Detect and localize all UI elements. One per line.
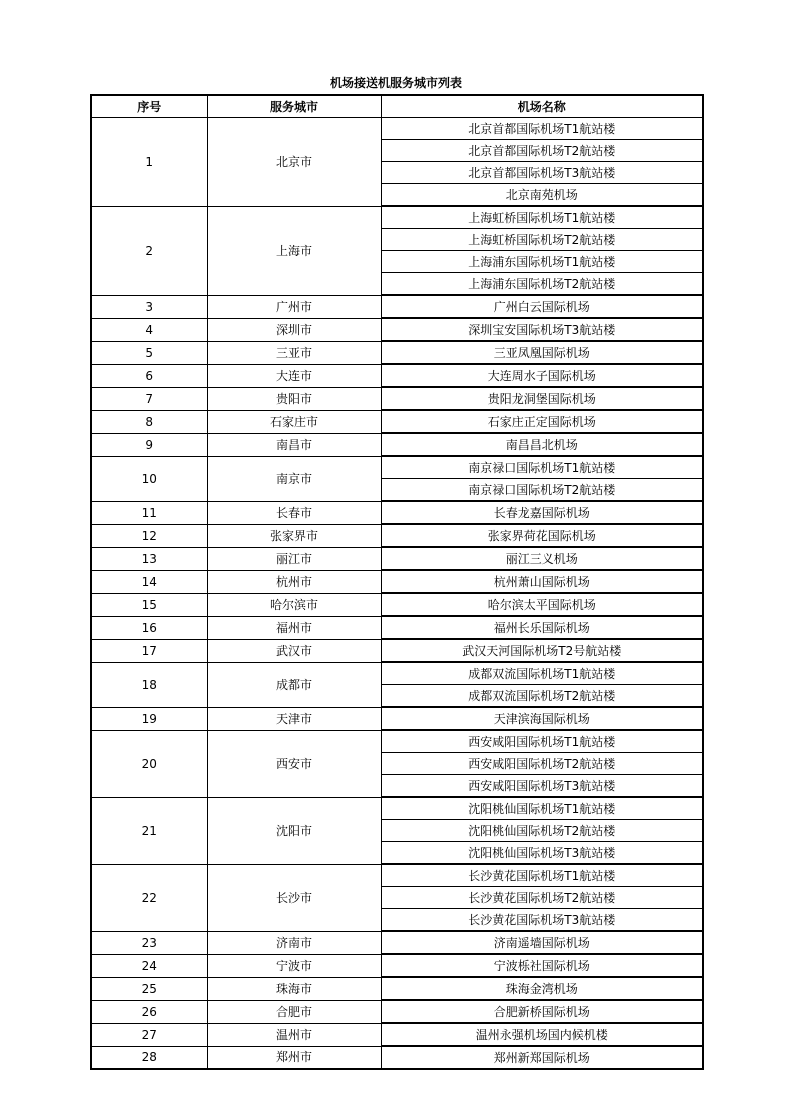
cell-city: 三亚市 [207, 341, 381, 364]
cell-airport: 大连周水子国际机场 [381, 364, 703, 387]
cell-airport: 长沙黄花国际机场T2航站楼 [381, 887, 703, 909]
cell-city: 宁波市 [207, 954, 381, 977]
table-row [91, 341, 703, 364]
cell-airport: 上海浦东国际机场T1航站楼 [381, 251, 703, 273]
cell-city: 张家界市 [207, 524, 381, 547]
table-row [91, 639, 703, 662]
cell-airport: 西安咸阳国际机场T3航站楼 [381, 775, 703, 798]
cell-city: 长春市 [207, 501, 381, 524]
cell-airport: 贵阳龙洞堡国际机场 [381, 387, 703, 410]
cell-seq: 25 [91, 977, 207, 1000]
cell-seq: 22 [91, 864, 207, 931]
cell-city: 哈尔滨市 [207, 593, 381, 616]
column-header-airport: 机场名称 [381, 95, 703, 118]
cell-seq: 23 [91, 931, 207, 954]
table-row [91, 797, 703, 820]
cell-city: 大连市 [207, 364, 381, 387]
cell-seq: 11 [91, 501, 207, 524]
cell-city: 南京市 [207, 456, 381, 501]
cell-airport: 丽江三义机场 [381, 547, 703, 570]
cell-city: 成都市 [207, 662, 381, 707]
cell-airport: 张家界荷花国际机场 [381, 524, 703, 547]
table-row [91, 570, 703, 593]
cell-seq: 1 [91, 118, 207, 207]
table-row [91, 433, 703, 456]
table-row [91, 206, 703, 229]
cell-city: 珠海市 [207, 977, 381, 1000]
cell-seq: 3 [91, 295, 207, 318]
table-row [91, 662, 703, 685]
cell-airport: 杭州萧山国际机场 [381, 570, 703, 593]
cell-city: 广州市 [207, 295, 381, 318]
column-header-city: 服务城市 [207, 95, 381, 118]
cell-airport: 三亚凤凰国际机场 [381, 341, 703, 364]
table-header-row [91, 95, 703, 118]
cell-city: 合肥市 [207, 1000, 381, 1023]
cell-airport: 成都双流国际机场T2航站楼 [381, 685, 703, 708]
cell-airport: 北京首都国际机场T1航站楼 [381, 118, 703, 140]
cell-city: 深圳市 [207, 318, 381, 341]
cell-seq: 15 [91, 593, 207, 616]
cell-seq: 28 [91, 1046, 207, 1069]
table-row [91, 547, 703, 570]
cell-city: 西安市 [207, 730, 381, 797]
cell-seq: 16 [91, 616, 207, 639]
cell-seq: 14 [91, 570, 207, 593]
table-row [91, 410, 703, 433]
table-row [91, 931, 703, 954]
cell-seq: 26 [91, 1000, 207, 1023]
table-row [91, 456, 703, 479]
cell-airport: 南京禄口国际机场T1航站楼 [381, 456, 703, 479]
cell-city: 长沙市 [207, 864, 381, 931]
cell-seq: 4 [91, 318, 207, 341]
page-title: 机场接送机服务城市列表 [329, 76, 462, 90]
cell-seq: 21 [91, 797, 207, 864]
cell-city: 丽江市 [207, 547, 381, 570]
cell-airport: 长沙黄花国际机场T3航站楼 [381, 909, 703, 932]
cell-airport: 西安咸阳国际机场T1航站楼 [381, 730, 703, 753]
cell-airport: 沈阳桃仙国际机场T2航站楼 [381, 820, 703, 842]
cell-airport: 北京首都国际机场T2航站楼 [381, 140, 703, 162]
cell-airport: 石家庄正定国际机场 [381, 410, 703, 433]
cell-city: 南昌市 [207, 433, 381, 456]
cell-airport: 长春龙嘉国际机场 [381, 501, 703, 524]
cell-seq: 27 [91, 1023, 207, 1046]
cell-airport: 西安咸阳国际机场T2航站楼 [381, 753, 703, 775]
cell-airport: 北京首都国际机场T3航站楼 [381, 162, 703, 184]
cell-airport: 上海浦东国际机场T2航站楼 [381, 273, 703, 296]
table-row [91, 1000, 703, 1023]
cell-airport: 上海虹桥国际机场T1航站楼 [381, 206, 703, 229]
cell-seq: 6 [91, 364, 207, 387]
cell-city: 济南市 [207, 931, 381, 954]
cell-airport: 成都双流国际机场T1航站楼 [381, 662, 703, 685]
table-row [91, 295, 703, 318]
cell-seq: 17 [91, 639, 207, 662]
cell-seq: 12 [91, 524, 207, 547]
cell-airport: 哈尔滨太平国际机场 [381, 593, 703, 616]
cell-city: 温州市 [207, 1023, 381, 1046]
cell-airport: 南京禄口国际机场T2航站楼 [381, 479, 703, 502]
cell-seq: 2 [91, 206, 207, 295]
cell-city: 贵阳市 [207, 387, 381, 410]
cell-city: 北京市 [207, 118, 381, 207]
cell-airport: 沈阳桃仙国际机场T3航站楼 [381, 842, 703, 865]
table-row [91, 977, 703, 1000]
table-row [91, 364, 703, 387]
cell-airport: 温州永强机场国内候机楼 [381, 1023, 703, 1046]
cell-seq: 19 [91, 707, 207, 730]
cell-city: 沈阳市 [207, 797, 381, 864]
table-row [91, 524, 703, 547]
table-row [91, 593, 703, 616]
cell-airport: 宁波栎社国际机场 [381, 954, 703, 977]
cell-city: 郑州市 [207, 1046, 381, 1069]
city-airport-table [90, 94, 704, 1070]
cell-airport: 上海虹桥国际机场T2航站楼 [381, 229, 703, 251]
cell-airport: 沈阳桃仙国际机场T1航站楼 [381, 797, 703, 820]
cell-seq: 9 [91, 433, 207, 456]
table-body [91, 118, 703, 1070]
cell-city: 天津市 [207, 707, 381, 730]
table-row [91, 707, 703, 730]
cell-seq: 13 [91, 547, 207, 570]
cell-airport: 郑州新郑国际机场 [381, 1046, 703, 1069]
cell-seq: 7 [91, 387, 207, 410]
cell-seq: 20 [91, 730, 207, 797]
cell-city: 上海市 [207, 206, 381, 295]
table-row [91, 1046, 703, 1069]
cell-city: 福州市 [207, 616, 381, 639]
cell-airport: 福州长乐国际机场 [381, 616, 703, 639]
table-row [91, 387, 703, 410]
cell-airport: 珠海金湾机场 [381, 977, 703, 1000]
cell-airport: 武汉天河国际机场T2号航站楼 [381, 639, 703, 662]
cell-airport: 深圳宝安国际机场T3航站楼 [381, 318, 703, 341]
table-row [91, 501, 703, 524]
table-row [91, 730, 703, 753]
cell-airport: 南昌昌北机场 [381, 433, 703, 456]
cell-city: 武汉市 [207, 639, 381, 662]
cell-seq: 24 [91, 954, 207, 977]
cell-seq: 5 [91, 341, 207, 364]
cell-seq: 10 [91, 456, 207, 501]
column-header-seq: 序号 [91, 95, 207, 118]
table-row [91, 318, 703, 341]
table-row [91, 616, 703, 639]
cell-seq: 8 [91, 410, 207, 433]
cell-seq: 18 [91, 662, 207, 707]
cell-airport: 长沙黄花国际机场T1航站楼 [381, 864, 703, 887]
cell-airport: 天津滨海国际机场 [381, 707, 703, 730]
cell-airport: 合肥新桥国际机场 [381, 1000, 703, 1023]
cell-city: 石家庄市 [207, 410, 381, 433]
table-row [91, 118, 703, 140]
cell-airport: 北京南苑机场 [381, 184, 703, 207]
cell-city: 杭州市 [207, 570, 381, 593]
cell-airport: 济南遥墙国际机场 [381, 931, 703, 954]
table-row [91, 864, 703, 887]
table-row [91, 954, 703, 977]
table-row [91, 1023, 703, 1046]
cell-airport: 广州白云国际机场 [381, 295, 703, 318]
